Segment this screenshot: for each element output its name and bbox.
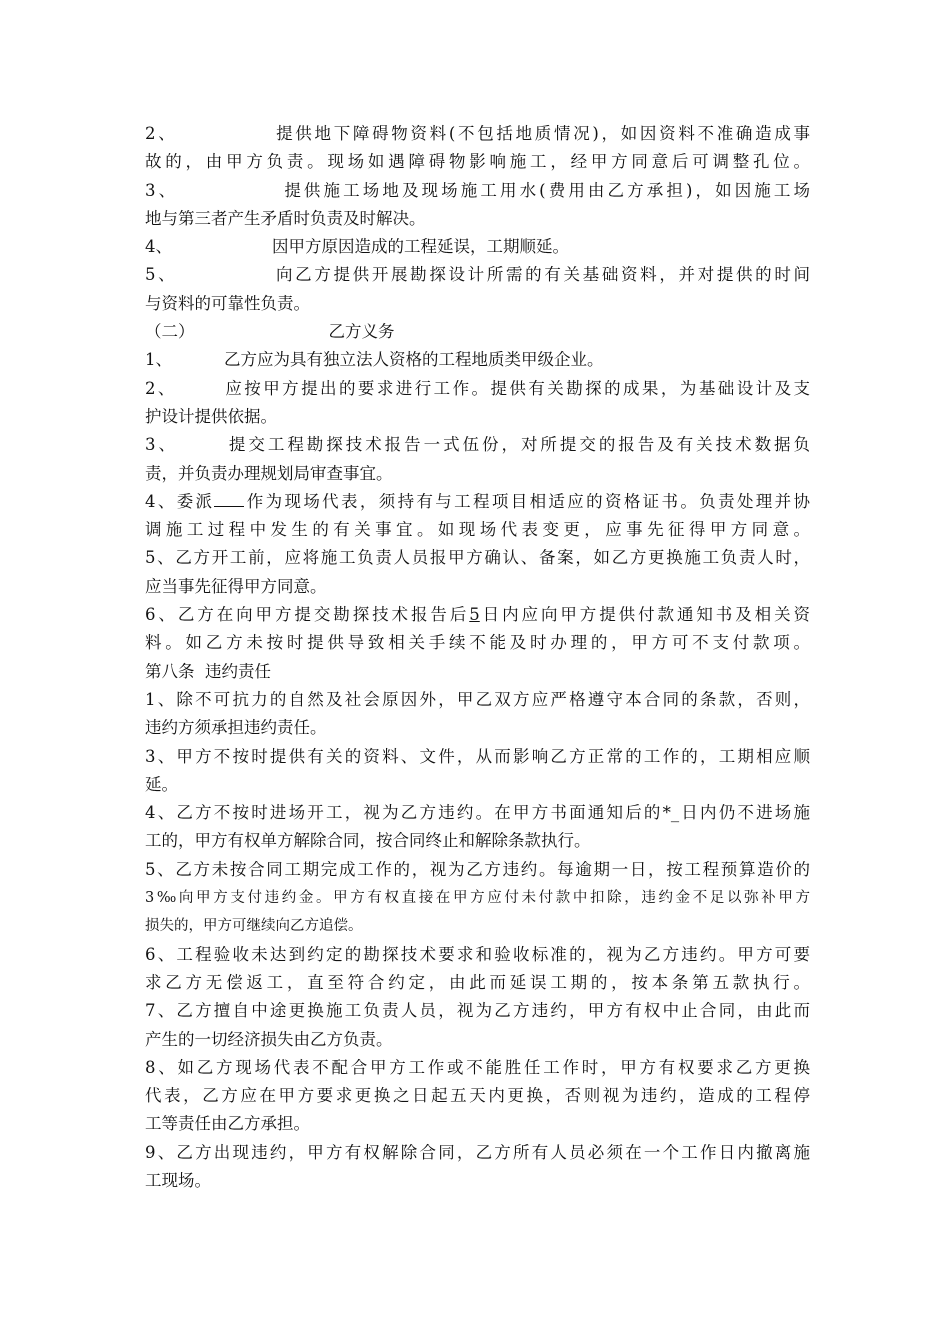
clause-8-3-line2: 延。 [145, 774, 178, 794]
clause-b4-line2: 调施工过程中发生的有关事宜。如现场代表变更，应事先征得甲方同意。 [145, 520, 810, 540]
clause-8-5-line3: 损失的，甲方可继续向乙方追偿。 [145, 918, 363, 935]
clause-b6-line1: 6、乙方在向甲方提交勘探技术报告后5日内应向甲方提供付款通知书及相关资 [145, 605, 811, 625]
clause-b5-line2: 应当事先征得甲方同意。 [145, 576, 327, 596]
clause-b6-line2: 料。如乙方未按时提供导致相关手续不能及时办理的，甲方可不支付款项。 [145, 633, 810, 653]
clause-a5-line1: 5、 向乙方提供开展勘探设计所需的有关基础资料，并对提供的时间 [145, 265, 811, 285]
clause-8-5-line1: 5、乙方未按合同工期完成工作的，视为乙方违约。每逾期一日，按工程预算造价的 [145, 859, 810, 879]
clause-8-1-line2: 违约方须承担违约责任。 [145, 718, 327, 738]
clause-8-8-line2: 代表，乙方应在甲方要求更换之日起五天内更换，否则视为违约，造成的工程停 [145, 1086, 810, 1106]
days-value: 5 [469, 605, 480, 625]
clause-8-9-line2: 工现场。 [145, 1170, 211, 1190]
clause-b4-line1: 4、委派 作为现场代表，须持有与工程项目相适应的资格证书。负责处理并协 [145, 491, 811, 511]
clause-8-9-line1: 9、乙方出现违约，甲方有权解除合同，乙方所有人员必须在一个工作日内撤离施 [145, 1142, 810, 1162]
clause-8-4-line2: 工的，甲方有权单方解除合同，按合同终止和解除条款执行。 [145, 831, 591, 851]
section-2-heading: （二） 乙方义务 [145, 322, 395, 342]
clause-b3-line2: 责，并负责办理规划局审查事宜。 [145, 463, 393, 483]
clause-8-8-line1: 8、如乙方现场代表不配合甲方工作或不能胜任工作时，甲方有权要求乙方更换 [145, 1057, 810, 1077]
clause-a5-line2: 与资料的可靠性负责。 [145, 293, 310, 313]
clause-8-4-line1: 4、乙方不按时进场开工，视为乙方违约。在甲方书面通知后的*_日内仍不进场施 [145, 803, 810, 823]
clause-a3-line2: 地与第三者产生矛盾时负责及时解决。 [145, 208, 426, 228]
clause-8-7-line2: 产生的一切经济损失由乙方负责。 [145, 1029, 393, 1049]
article-8-heading: 第八条 违约责任 [145, 661, 271, 681]
clause-a2-line2: 故的，由甲方负责。现场如遇障碍物影响施工，经甲方同意后可调整孔位。 [145, 152, 810, 172]
clause-8-7-line1: 7、乙方擅自中途更换施工负责人员，视为乙方违约，甲方有权中止合同，由此而 [145, 1001, 810, 1021]
clause-a4-line1: 4、 因甲方原因造成的工程延误，工期顺延。 [145, 237, 569, 257]
representative-blank [214, 492, 244, 507]
clause-8-5-line2: 3‰向甲方支付违约金。甲方有权直接在甲方应付未付款中扣除，违约金不足以弥补甲方 [145, 890, 810, 907]
clause-b2-line2: 护设计提供依据。 [145, 406, 277, 426]
clause-b2-line1: 2、 应按甲方提出的要求进行工作。提供有关勘探的成果，为基础设计及支 [145, 378, 811, 398]
clause-b5-line1: 5、乙方开工前，应将施工负责人员报甲方确认、备案，如乙方更换施工负责人时， [145, 548, 810, 568]
clause-a2-line1: 2、 提供地下障碍物资料(不包括地质情况)，如因资料不准确造成事 [145, 124, 811, 143]
clause-8-6-line2: 求乙方无偿返工，直至符合约定，由此而延误工期的，按本条第五款执行。 [145, 972, 810, 992]
clause-b1-line1: 1、 乙方应为具有独立法人资格的工程地质类甲级企业。 [145, 350, 604, 370]
clause-8-1-line1: 1、除不可抗力的自然及社会原因外，甲乙双方应严格遵守本合同的条款，否则， [145, 689, 810, 709]
document-body [145, 120, 810, 1195]
clause-8-8-line3: 工等责任由乙方承担。 [145, 1114, 310, 1134]
clause-b3-line1: 3、 提交工程勘探技术报告一式伍份，对所提交的报告及有关技术数据负 [145, 435, 810, 455]
clause-8-3-line1: 3、甲方不按时提供有关的资料、文件，从而影响乙方正常的工作的，工期相应顺 [145, 746, 810, 766]
clause-a3-line1: 3、 提供施工场地及现场施工用水(费用由乙方承担)，如因施工场 [145, 180, 811, 200]
clause-8-6-line1: 6、工程验收未达到约定的勘探技术要求和验收标准的，视为乙方违约。甲方可要 [145, 944, 810, 964]
